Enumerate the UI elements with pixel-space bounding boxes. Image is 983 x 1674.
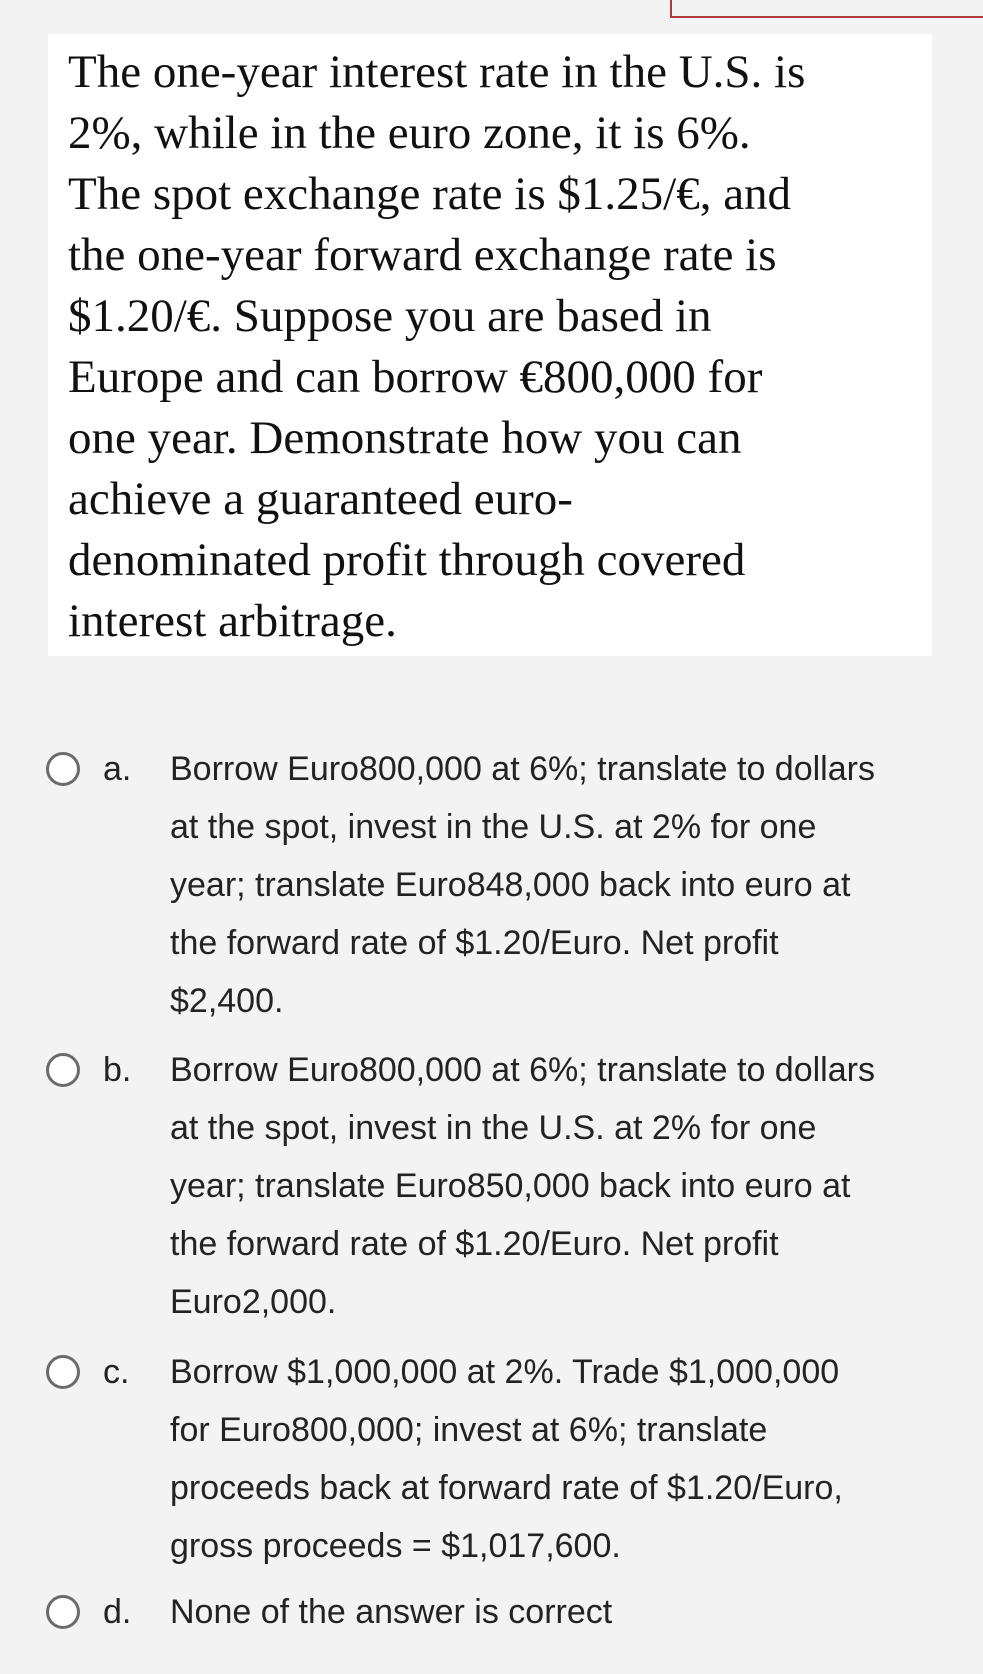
option-text-c: Borrow $1,000,000 at 2%. Trade $1,000,000 for Euro800,000; invest at 6%; translate proceeds back at forward rate of $1.20/Euro, gross proceeds = $1,017,600. — [170, 1353, 843, 1565]
option-text-b: Borrow Euro800,000 at 6%; translate to dollars at the spot, invest in the U.S. at 2% for one year; translate Euro850,000 back into euro at the forward rate of $1.20/Euro. Net profit Euro2,000. — [170, 1051, 875, 1321]
option-letter-c: c. — [103, 1353, 130, 1391]
option-letter-a: a. — [103, 750, 132, 788]
option-a[interactable] — [0, 735, 983, 1020]
option-text-a: Borrow Euro800,000 at 6%; translate to dollars at the spot, invest in the U.S. at 2% for one year; translate Euro848,000 back into euro at the forward rate of $1.20/Euro. Net profit $2,400. — [170, 750, 875, 1020]
option-letter-b: b. — [103, 1051, 132, 1089]
top-field-outline — [670, 0, 983, 18]
radio-button-d[interactable] — [46, 1595, 80, 1629]
option-b[interactable] — [0, 1036, 983, 1321]
option-d[interactable] — [0, 1578, 983, 1658]
question-text: The one-year interest rate in the U.S. is 2%, while in the euro zone, it is 6%. The spot exchange rate is $1.25/€, and the one-year forward exchange rate is $1.20/€. Suppose you are based in Europe and can borrow €800,000 for one year. Demonstrate how you can achieve a guaranteed euro- denominated profit through covered interest arbitrage. — [68, 46, 806, 647]
radio-button-a[interactable] — [46, 752, 80, 786]
radio-button-b[interactable] — [46, 1053, 80, 1087]
question-card — [48, 34, 932, 656]
option-text-d: None of the answer is correct — [170, 1593, 613, 1631]
option-c[interactable] — [0, 1338, 983, 1565]
radio-button-c[interactable] — [46, 1355, 80, 1389]
option-letter-d: d. — [103, 1593, 132, 1631]
